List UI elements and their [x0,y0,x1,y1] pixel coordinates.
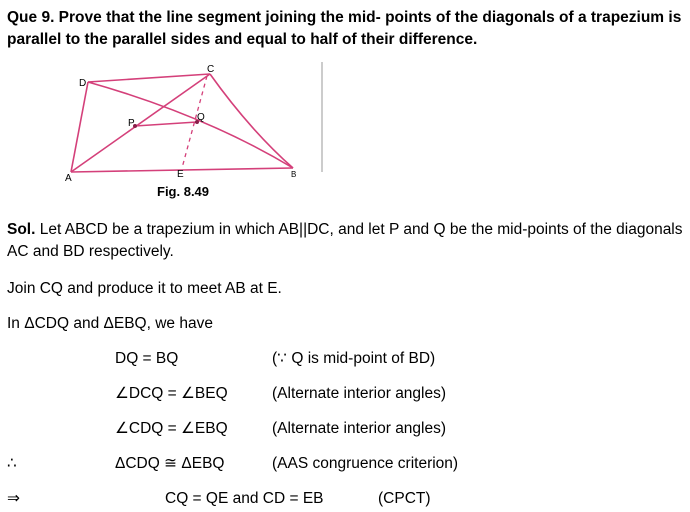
step-reason: (Alternate interior angles) [272,385,447,402]
figure-caption: Fig. 8.49 [157,184,210,199]
label-e: E [177,169,184,180]
step-reason: (AAS congruence criterion) [272,455,459,472]
conclusion-statement: CQ = QE and CD = EB [165,490,324,507]
solution-intro [7,219,687,263]
segment-pq [135,122,197,126]
step-reason: (∵ Q is mid-point of BD) [272,350,436,367]
conclusion-prefix: ⇒ [7,490,20,507]
label-d: D [79,78,87,89]
side-dc [88,74,210,82]
label-c: C [207,64,215,75]
label-a: A [65,173,72,184]
solution-label: Sol. [7,221,36,238]
step-statement: DQ = BQ [115,350,179,367]
side-da [71,82,88,172]
step-statement: ΔCDQ ≅ ΔEBQ [115,455,225,472]
label-q: Q [197,112,205,123]
question-title: Que 9. Prove that the line segment joining the mid- points of the diagonals of a trapezium is parallel to the parallel sides and equal to half of their difference. [7,9,682,48]
step-reason: (Alternate interior angles) [272,420,447,437]
side-cb [210,74,293,168]
step-prefix: ∴ [7,455,17,472]
conclusion-reason: (CPCT) [378,490,431,507]
solution-join: Join CQ and produce it to meet AB at E. [7,280,282,297]
diagonal-bd [88,82,293,168]
step-statement: ∠DCQ = ∠BEQ [115,385,228,402]
solution-intro-text: Let ABCD be a trapezium in which AB||DC, and let P and Q be the mid-points of the diagonals AC and BD respectively. [7,221,683,260]
solution-in-triangles: In ΔCDQ and ΔEBQ, we have [7,315,213,332]
trapezium-figure [55,60,325,205]
label-b: B [291,170,297,179]
label-p: P [128,118,135,129]
trapezium-diagram [55,60,325,205]
step-statement: ∠CDQ = ∠EBQ [115,420,228,437]
